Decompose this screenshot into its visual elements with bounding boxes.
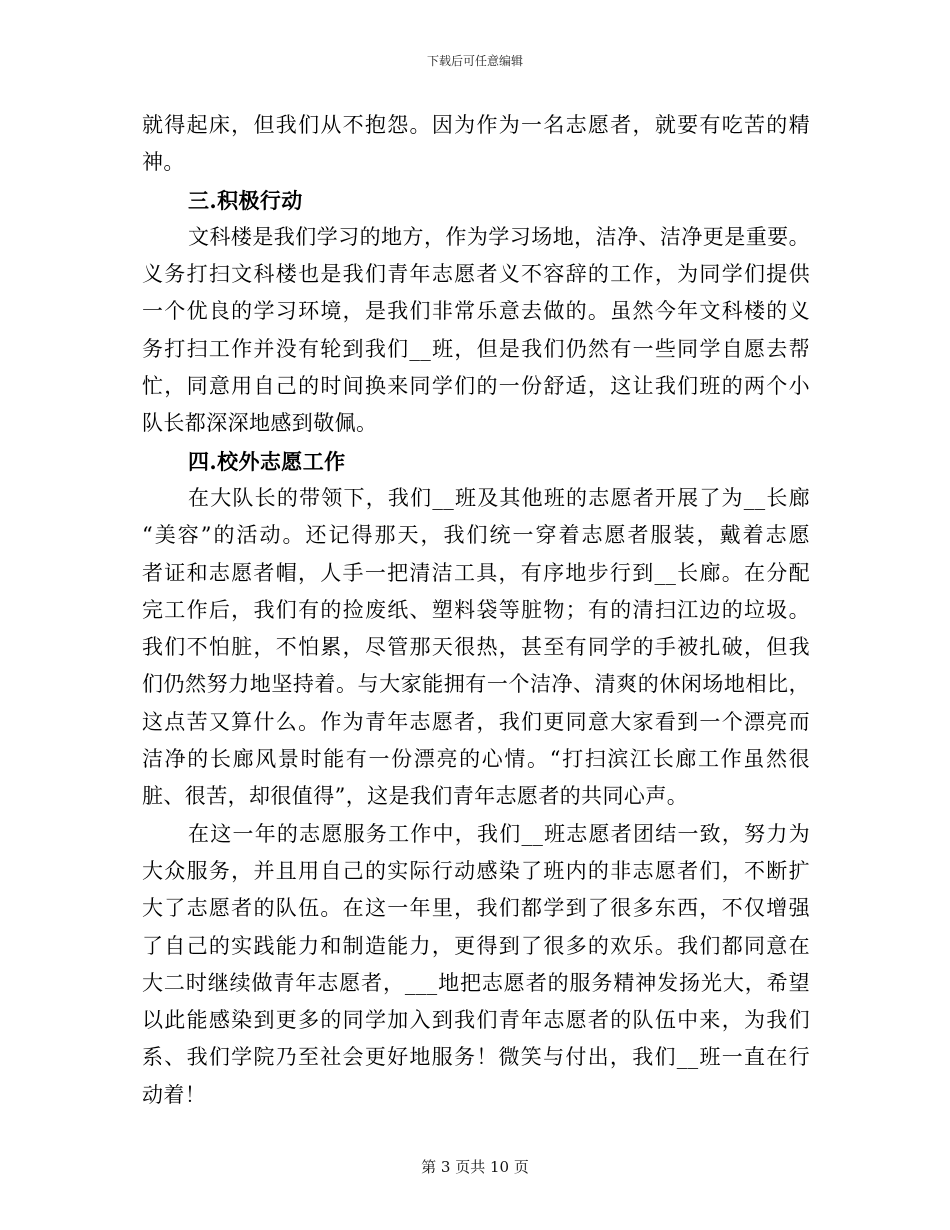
- body-line: 了自己的实践能力和制造能力，更得到了很多的欢乐。我们都同意在: [142, 933, 810, 958]
- body-line: 队长都深深地感到敬佩。: [142, 411, 378, 436]
- body-line: 以此能感染到更多的同学加入到我们青年志愿者的队伍中来，为我们: [142, 1008, 810, 1033]
- body-line: 者证和志愿者帽，人手一把清洁工具，有序地步行到__长廊。在分配: [142, 560, 810, 585]
- body-line: 在这一年的志愿服务工作中，我们__班志愿者团结一致，努力为: [188, 821, 810, 846]
- body-line: 忙，同意用自己的时间换来同学们的一份舒适，这让我们班的两个小: [142, 374, 810, 399]
- body-line: 大二时继续做青年志愿者，___地把志愿者的服务精神发扬光大，希望: [142, 970, 810, 995]
- body-line: 我们不怕脏，不怕累，尽管那天很热，甚至有同学的手被扎破，但我: [142, 635, 810, 660]
- body-line: 神。: [142, 150, 185, 175]
- body-line: 义务打扫文科楼也是我们青年志愿者义不容辞的工作，为同学们提供: [142, 262, 810, 287]
- body-line: 们仍然努力地坚持着。与大家能拥有一个洁净、清爽的休闲场地相比，: [142, 672, 810, 697]
- body-line: 脏、很苦，却很值得”，这是我们青年志愿者的共同心声。: [142, 784, 689, 809]
- body-line: 完工作后，我们有的捡废纸、塑料袋等脏物；有的清扫江边的垃圾。: [142, 597, 810, 622]
- document-body: [142, 107, 810, 1114]
- body-line: 系、我们学院乃至社会更好地服务！微笑与付出，我们__班一直在行: [142, 1045, 810, 1070]
- body-line: 这点苦又算什么。作为青年志愿者，我们更同意大家看到一个漂亮而: [142, 709, 810, 734]
- section-heading-4: 四.校外志愿工作: [188, 448, 346, 474]
- body-line: 在大队长的带领下，我们__班及其他班的志愿者开展了为__长廊: [188, 485, 810, 510]
- body-line: 务打扫工作并没有轮到我们__班，但是我们仍然有一些同学自愿去帮: [142, 336, 810, 361]
- body-line: 大众服务，并且用自己的实际行动感染了班内的非志愿者们，不断扩: [142, 858, 810, 883]
- body-line: 一个优良的学习环境，是我们非常乐意去做的。虽然今年文科楼的义: [142, 299, 810, 324]
- page-number-footer: 第 3 页共 10 页: [421, 1158, 529, 1176]
- body-line: 洁净的长廊风景时能有一份漂亮的心情。“打扫滨江长廊工作虽然很: [142, 747, 810, 772]
- section-heading-3: 三.积极行动: [188, 187, 303, 213]
- body-line: 大了志愿者的队伍。在这一年里，我们都学到了很多东西，不仅增强: [142, 896, 810, 921]
- page-header-note: 下载后可任意编辑: [426, 54, 523, 68]
- body-line: 动着！: [142, 1082, 207, 1107]
- body-line: “美容”的活动。还记得那天，我们统一穿着志愿者服装，戴着志愿: [142, 523, 810, 548]
- body-line: 就得起床，但我们从不抱怨。因为作为一名志愿者，就要有吃苦的精: [142, 113, 810, 137]
- body-line: 文科楼是我们学习的地方，作为学习场地，洁净、洁净更是重要。: [188, 224, 810, 249]
